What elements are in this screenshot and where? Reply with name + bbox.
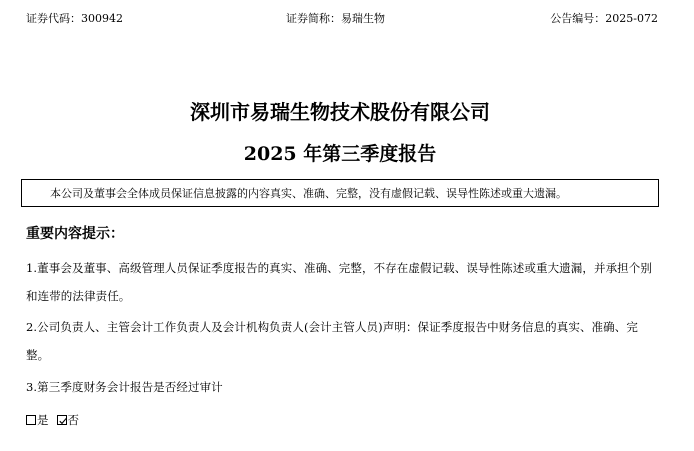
statement-box bbox=[21, 179, 659, 207]
audit-option-yes-label: 是 bbox=[37, 413, 49, 427]
checkbox-unchecked-icon[interactable] bbox=[26, 415, 36, 425]
audit-option-no[interactable] bbox=[57, 410, 80, 430]
audit-options bbox=[26, 410, 79, 430]
stock-name: 证券简称：易瑞生物 bbox=[286, 12, 385, 25]
section-heading: 重要内容提示： bbox=[26, 226, 124, 242]
item-1: 1.董事会及董事、高级管理人员保证季度报告的真实、准确、完整，不存在虚假记载、误导性陈述或重大遗漏，并承担个别和连带的法律责任。 bbox=[26, 261, 652, 303]
stock-code: 证券代码：300942 bbox=[26, 12, 123, 25]
statement-text: 本公司及董事会全体成员保证信息披露的内容真实、准确、完整，没有虚假记载、误导性陈述或重大遗漏。 bbox=[50, 187, 567, 200]
notice-number: 公告编号：2025-072 bbox=[550, 12, 658, 25]
report-title: 2025 年第三季度报告 bbox=[243, 143, 437, 165]
audit-option-no-label: 否 bbox=[67, 413, 79, 427]
item-2: 2.公司负责人、主管会计工作负责人及会计机构负责人(会计主管人员)声明：保证季度报告中财务信息的真实、准确、完整。 bbox=[26, 320, 638, 362]
checkbox-checked-icon[interactable] bbox=[57, 415, 67, 425]
check-mark-icon bbox=[58, 416, 68, 426]
audit-option-yes[interactable] bbox=[26, 410, 49, 430]
company-title: 深圳市易瑞生物技术股份有限公司 bbox=[190, 100, 490, 124]
item-3: 3.第三季度财务会计报告是否经过审计 bbox=[26, 380, 223, 394]
